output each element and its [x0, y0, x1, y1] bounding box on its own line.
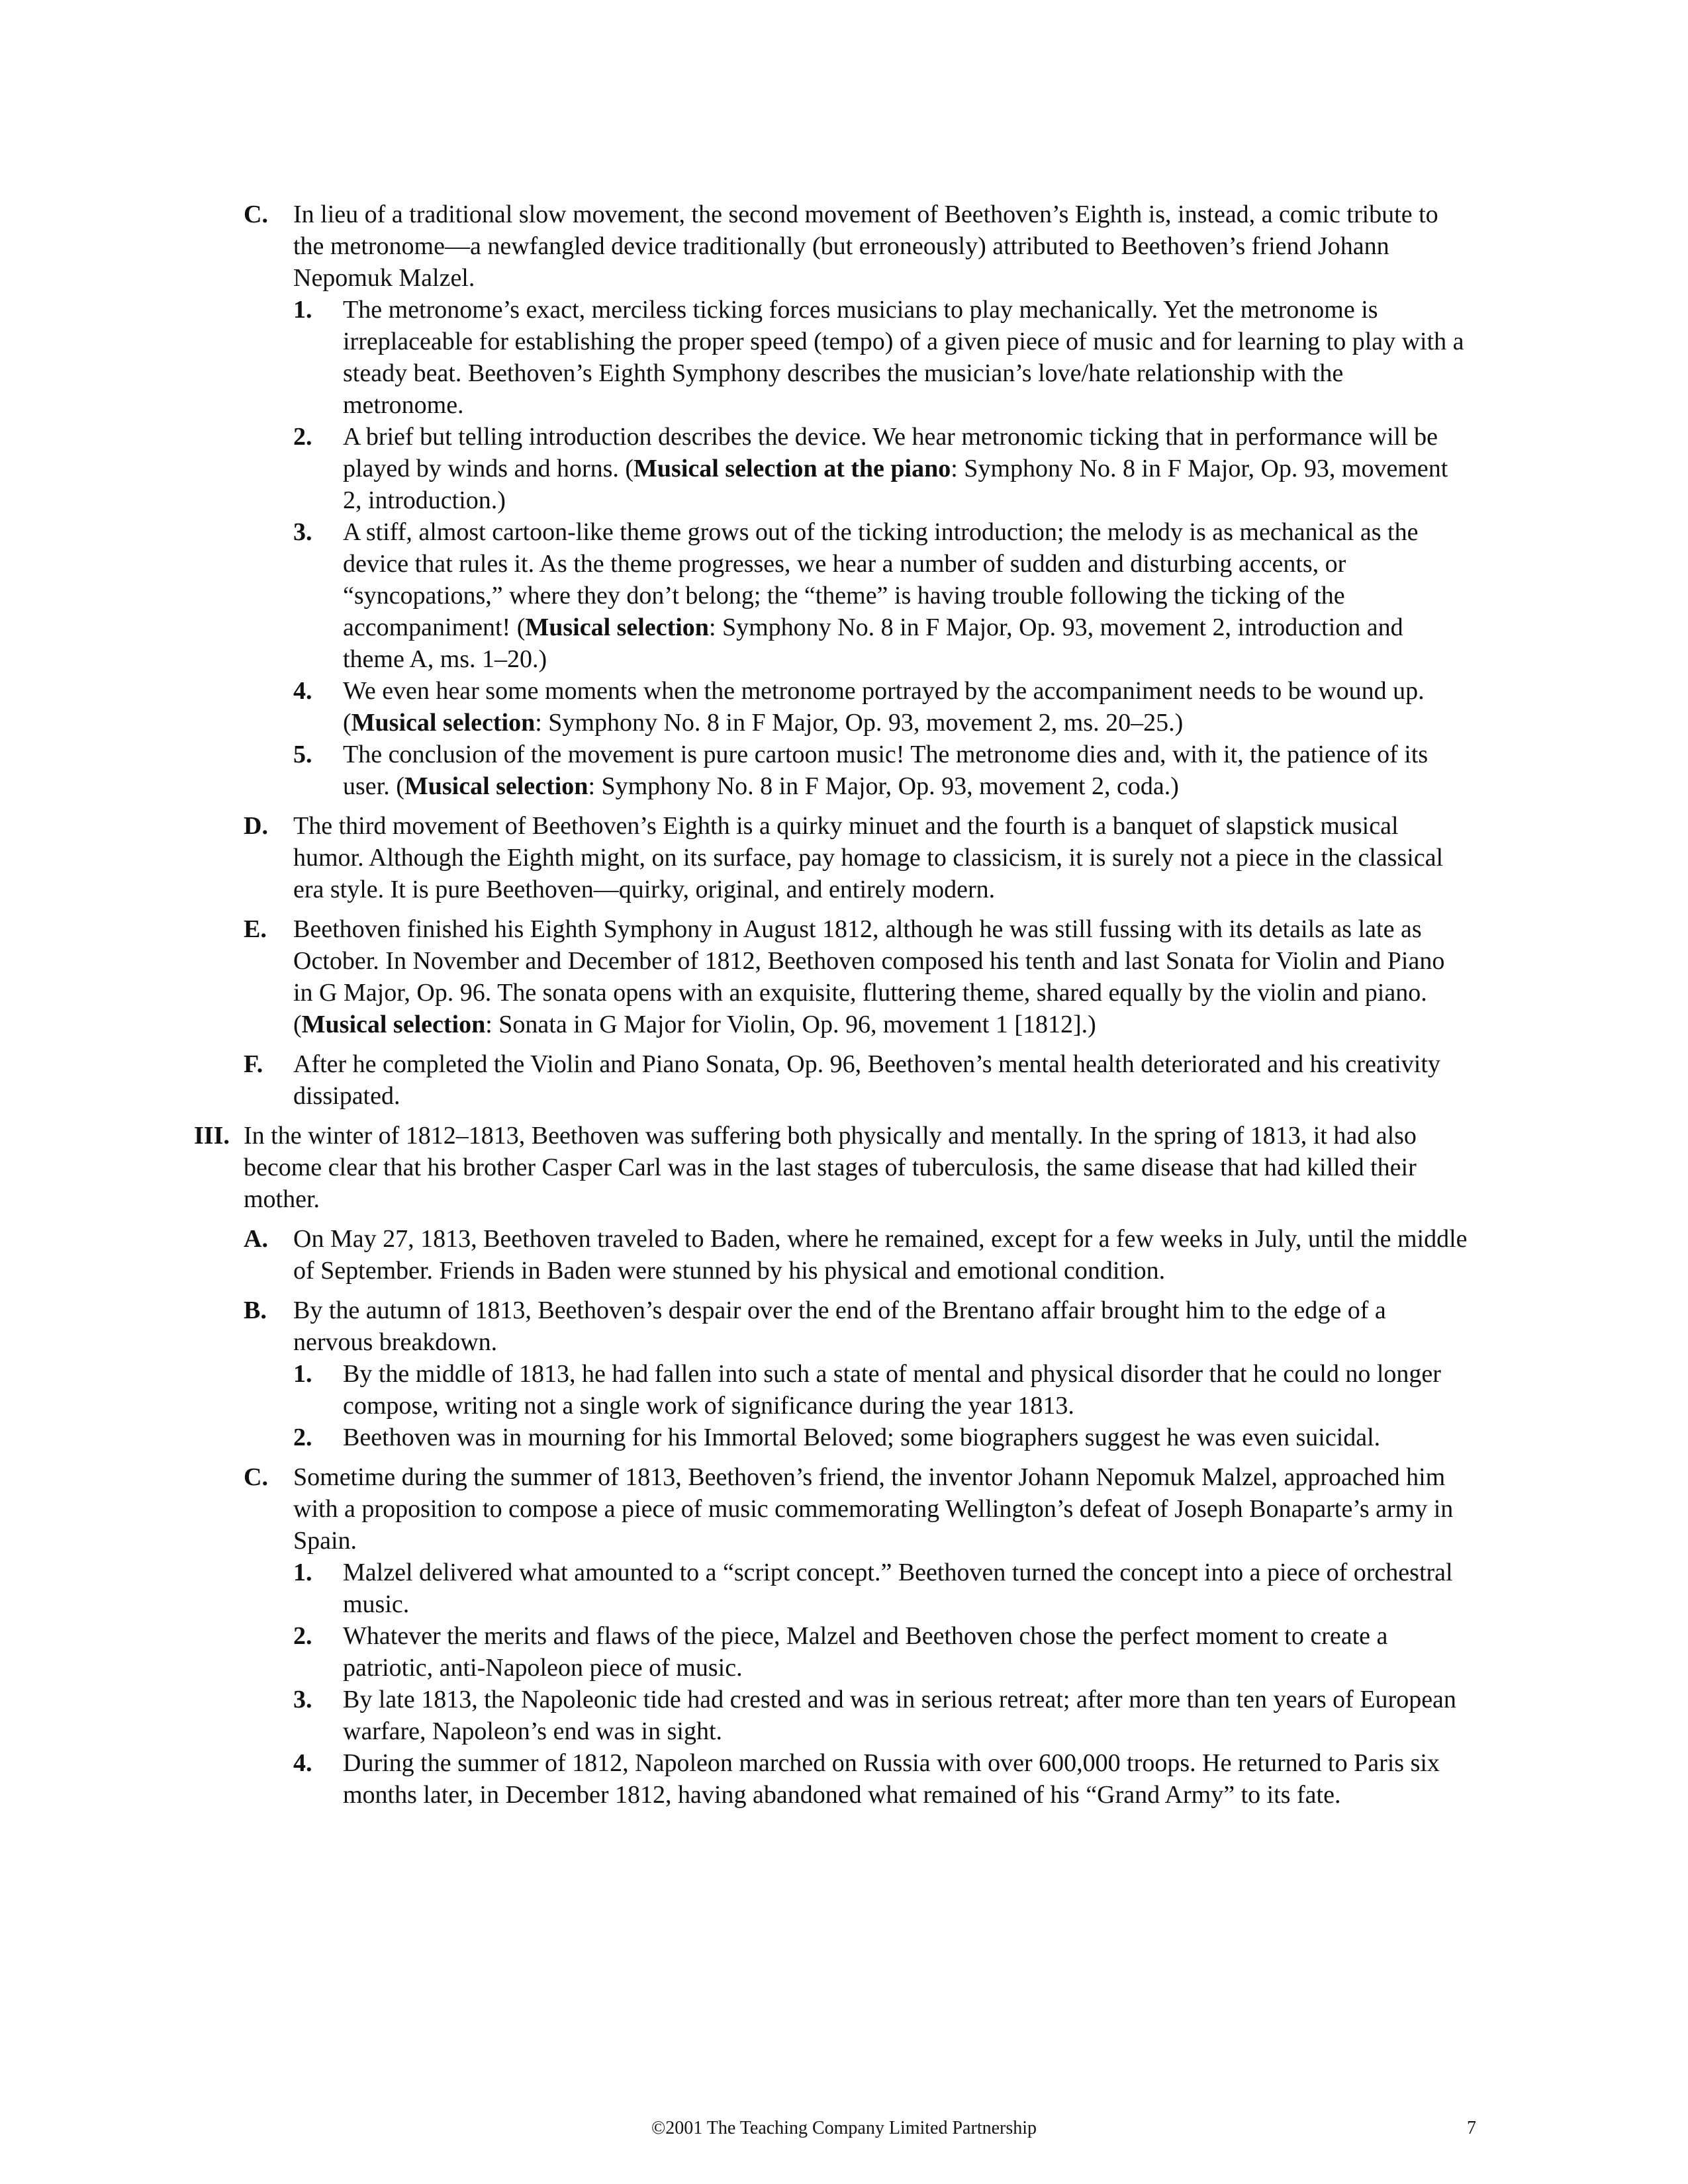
text-run: We even hear some moments when the metronome portrayed by the accompaniment needs to be wound up. ( — [343, 677, 1425, 737]
outline-text: By the middle of 1813, he had fallen into such a state of mental and physical disorder that he could no longer compose, writing not a single work of significance during the year 1813. — [343, 1360, 1441, 1420]
outline-text: In lieu of a traditional slow movement, the second movement of Beethoven’s Eighth is, instead, a comic tribute to the metronome—a newfangled device traditionally (but erroneously) attributed to Beethoven’s friend Johann Nepomuk Malzel. — [293, 201, 1438, 292]
outline-marker: 2. — [293, 1622, 312, 1650]
outline-subitem — [293, 421, 1468, 516]
outline-item-III-A — [244, 1223, 1468, 1287]
outline-text — [343, 675, 1468, 739]
text-run: : Symphony No. 8 in F Major, Op. 93, movement 2, introduction and theme A, ms. 1–20.) — [343, 614, 1403, 673]
outline-text — [343, 739, 1468, 802]
outline-subitem — [293, 739, 1468, 802]
outline-subitem — [293, 1422, 1468, 1453]
text-run: Beethoven finished his Eighth Symphony in August 1812, although he was still fussing with its details as late as October. In November and December of 1812, Beethoven composed his tenth and last Sonata for Violin and Piano in G Major, Op. 96. The sonata opens with an exquisite, fluttering theme, shared equally by the violin and piano. ( — [293, 915, 1445, 1038]
outline-marker: E. — [244, 915, 267, 943]
text-run: : Symphony No. 8 in F Major, Op. 93, movement 2, ms. 20–25.) — [535, 709, 1184, 737]
outline-text: On May 27, 1813, Beethoven traveled to Baden, where he remained, except for a few weeks in July, until the middle of September. Friends in Baden were stunned by his physical and emotional condition. — [293, 1225, 1468, 1285]
outline-subitem — [293, 675, 1468, 739]
outline-marker: 3. — [293, 518, 312, 546]
outline-item-F — [244, 1048, 1468, 1112]
outline-marker: 4. — [293, 677, 312, 705]
outline-marker: 3. — [293, 1686, 312, 1713]
outline-subitem — [293, 1358, 1468, 1422]
outline-subitem — [293, 516, 1468, 675]
outline-marker: 1. — [293, 1559, 312, 1586]
musical-selection-label: Musical selection — [351, 709, 536, 737]
outline-marker: 1. — [293, 1360, 312, 1388]
outline-text — [343, 421, 1468, 516]
outline-text: Whatever the merits and flaws of the piece, Malzel and Beethoven chose the perfect moment to create a patriotic, anti-Napoleon piece of music. — [343, 1622, 1388, 1682]
outline-text: The third movement of Beethoven’s Eighth is a quirky minuet and the fourth is a banquet of slapstick musical humor. Although the Eighth might, on its surface, pay homage to classicism, it is surely not a piece in the classical era style. It is pure Beethoven—quirky, original, and entirely modern. — [293, 812, 1444, 903]
text-run: : Sonata in G Major for Violin, Op. 96, movement 1 [1812].) — [485, 1011, 1096, 1038]
text-run: The conclusion of the movement is pure cartoon music! The metronome dies and, with it, the patience of its user. ( — [343, 741, 1429, 800]
outline-text: By late 1813, the Napoleonic tide had crested and was in serious retreat; after more than ten years of European warfare, Napoleon’s end was in sight. — [343, 1686, 1456, 1745]
outline-marker: C. — [244, 1463, 268, 1491]
text-run: A stiff, almost cartoon-like theme grows out of the ticking introduction; the melody is as mechanical as the device that rules it. As the theme progresses, we hear a number of sudden and disturbing accents, or “syncopations,” where they don’t belong; the “theme” is having trouble following the ticking of the accompaniment! ( — [343, 518, 1419, 641]
outline-text: The metronome’s exact, merciless ticking forces musicians to play mechanically. Yet the metronome is irreplaceable for establishing the proper speed (tempo) of a given piece of music and for learning to play with a steady beat. Beethoven’s Eighth Symphony describes the musician’s love/hate relationship with the metronome. — [343, 296, 1464, 419]
outline-marker: F. — [244, 1050, 263, 1078]
outline-marker: C. — [244, 201, 268, 228]
outline-item-III-C — [244, 1461, 1468, 1557]
outline-item-C — [244, 199, 1468, 294]
outline-marker: 4. — [293, 1749, 312, 1777]
outline-text: Malzel delivered what amounted to a “script concept.” Beethoven turned the concept into a piece of orchestral music. — [343, 1559, 1453, 1618]
outline-item-D — [244, 810, 1468, 905]
outline-subitem — [293, 1620, 1468, 1684]
outline-marker: 5. — [293, 741, 312, 768]
text-run: : Symphony No. 8 in F Major, Op. 93, movement 2, coda.) — [588, 772, 1179, 800]
outline-marker: 2. — [293, 1424, 312, 1451]
outline-text: After he completed the Violin and Piano Sonata, Op. 96, Beethoven’s mental health deteriorated and his creativity dissipated. — [293, 1050, 1440, 1110]
outline-item-III — [194, 1120, 1468, 1215]
copyright-notice: ©2001 The Teaching Company Limited Partnership — [651, 2118, 1037, 2138]
outline-marker: III. — [194, 1122, 230, 1150]
outline-subitem — [293, 1684, 1468, 1747]
outline-item-III-B — [244, 1295, 1468, 1358]
musical-selection-label: Musical selection — [301, 1011, 486, 1038]
outline-subitem — [293, 294, 1468, 421]
text-run: A brief but telling introduction describes the device. We hear metronomic ticking that in performance will be played by winds and horns. ( — [343, 423, 1438, 482]
outline-text: During the summer of 1812, Napoleon marched on Russia with over 600,000 troops. He returned to Paris six months later, in December 1812, having abandoned what remained of his “Grand Army” to its fate. — [343, 1749, 1440, 1809]
text-run: : Symphony No. 8 in F Major, Op. 93, movement 2, introduction.) — [343, 455, 1448, 514]
outline-text: In the winter of 1812–1813, Beethoven was suffering both physically and mentally. In the spring of 1813, it had also become clear that his brother Casper Carl was in the last stages of tuberculosis, the same disease that had killed their mother. — [244, 1122, 1417, 1213]
musical-selection-label: Musical selection — [404, 772, 588, 800]
outline-marker: B. — [244, 1297, 267, 1324]
outline-subitem — [293, 1747, 1468, 1811]
page-number: 7 — [1467, 2118, 1476, 2138]
outline-subitem — [293, 1557, 1468, 1620]
outline-item-E — [244, 913, 1468, 1040]
outline-text: Beethoven was in mourning for his Immortal Beloved; some biographers suggest he was even suicidal. — [343, 1424, 1381, 1451]
outline-text: By the autumn of 1813, Beethoven’s despair over the end of the Brentano affair brought him to the edge of a nervous breakdown. — [293, 1297, 1386, 1356]
outline-text — [343, 516, 1468, 675]
outline-text: Sometime during the summer of 1813, Beethoven’s friend, the inventor Johann Nepomuk Malzel, approached him with a proposition to compose a piece of music commemorating Wellington’s defeat of Joseph Bonaparte’s army in Spain. — [293, 1463, 1454, 1555]
musical-selection-label: Musical selection at the piano — [633, 455, 951, 482]
musical-selection-label: Musical selection — [525, 614, 709, 641]
outline-marker: A. — [244, 1225, 268, 1253]
outline-text — [293, 913, 1468, 1040]
outline-marker: 1. — [293, 296, 312, 324]
outline-marker: 2. — [293, 423, 312, 451]
outline-marker: D. — [244, 812, 268, 840]
